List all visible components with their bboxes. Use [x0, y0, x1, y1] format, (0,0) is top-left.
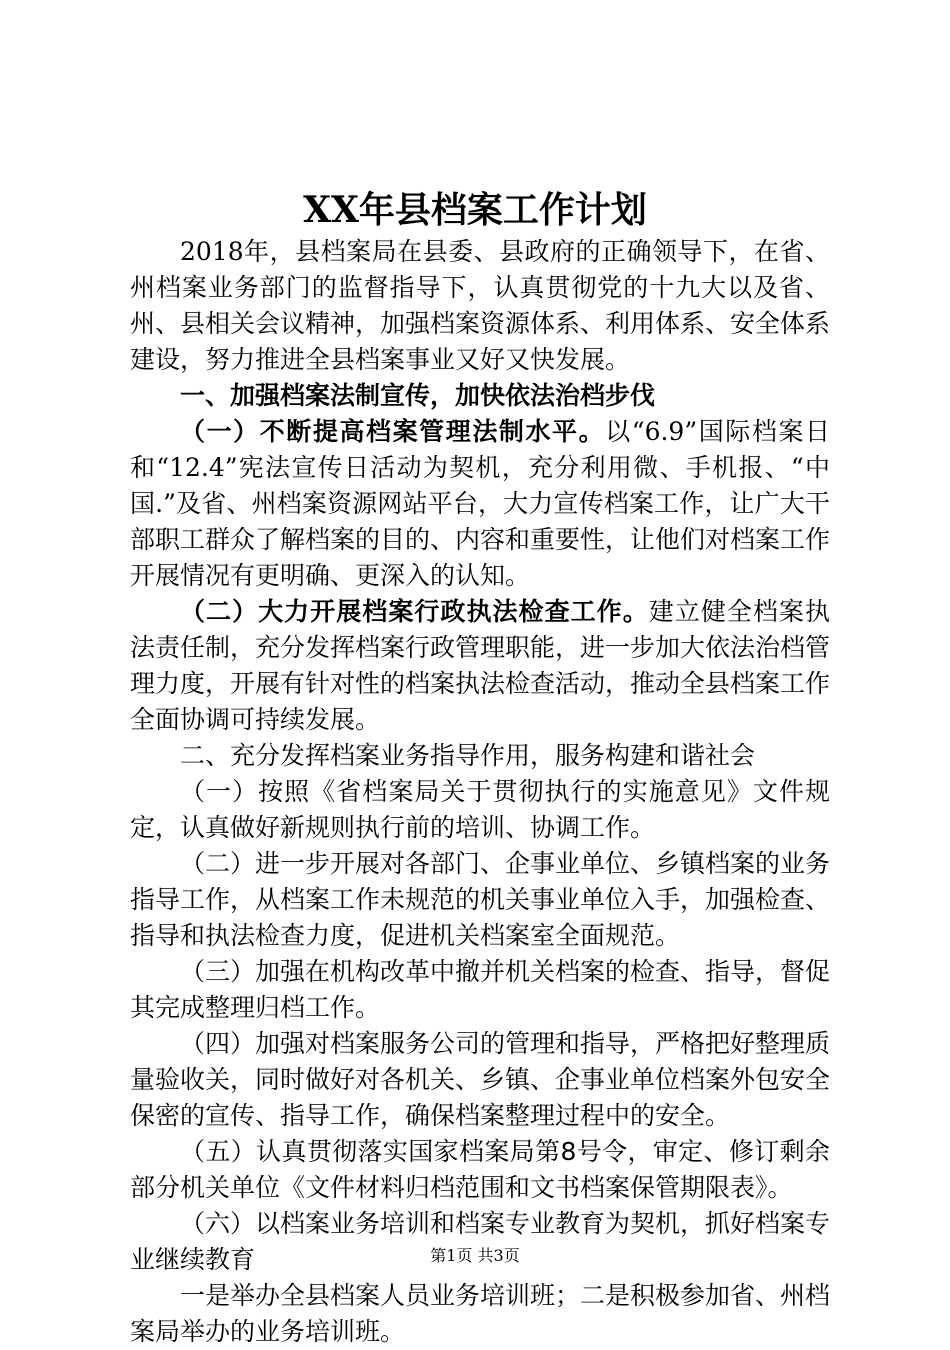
- section2-item-5: （五）认真贯彻落实国家档案局第8号令，审定、修订剩余部分机关单位《文件材料归档范围和文书档案保管期限表》。: [130, 1137, 830, 1202]
- intro-paragraph: 2018年，县档案局在县委、县政府的正确领导下，在省、州档案业务部门的监督指导下，认真贯彻党的十九大以及省、州、县相关会议精神，加强档案资源体系、利用体系、安全体系建设，努力推进全县档案事业又好又快发展。: [130, 237, 831, 374]
- document-body: [130, 234, 830, 1350]
- page-footer: 第1页 共3页: [430, 1246, 520, 1265]
- section1-item-1: [130, 414, 830, 594]
- section1-item-2: [130, 594, 830, 738]
- section2-item-6: （六）以档案业务培训和档案专业教育为契机，抓好档案专业继续教育: [130, 1209, 831, 1274]
- section2-item-4: （四）加强对档案服务公司的管理和指导，严格把好整理质量验收关，同时做好对各机关、乡镇、企事业单位档案外包安全保密的宣传、指导工作，确保档案整理过程中的安全。: [130, 1029, 831, 1130]
- section1-item-2-text: 建立健全档案执法责任制，充分发挥档案行政管理职能，进一步加大依法治档管理力度，开展有针对性的档案执法检查活动，推动全县档案工作全面协调可持续发展。: [130, 597, 831, 734]
- closing-paragraph: 一是举办全县档案人员业务培训班；二是积极参加省、州档案局举办的业务培训班。: [130, 1281, 831, 1346]
- section-heading-1: 一、加强档案法制宣传，加快依法治档步伐: [180, 381, 656, 410]
- section1-item-2-lead: （二）大力开展档案行政执法检查工作。: [180, 597, 649, 626]
- section1-item-1-lead: （一）不断提高档案管理法制水平。: [180, 417, 606, 446]
- document-title: XX年县档案工作计划: [303, 189, 647, 231]
- section2-item-2: （二）进一步开展对各部门、企事业单位、乡镇档案的业务指导工作，从档案工作未规范的机关事业单位入手，加强检查、指导和执法检查力度，促进机关档案室全面规范。: [130, 849, 831, 950]
- section-heading-2: 二、充分发挥档案业务指导作用，服务构建和谐社会: [180, 741, 756, 770]
- section2-item-1: （一）按照《省档案局关于贯彻执行的实施意见》文件规定，认真做好新规则执行前的培训、协调工作。: [130, 777, 830, 842]
- section2-item-3: （三）加强在机构改革中撤并机关档案的检查、指导，督促其完成整理归档工作。: [130, 957, 831, 1022]
- section1-item-1-text: 以“6.9”国际档案日和“12.4”宪法宣传日活动为契机，充分利用微、手机报、“中国.”及省、州档案资源网站平台，大力宣传档案工作，让广大干部职工群众了解档案的目的、内容和重要性，让他们对档案工作开展情况有更明确、更深入的认知。: [130, 417, 831, 590]
